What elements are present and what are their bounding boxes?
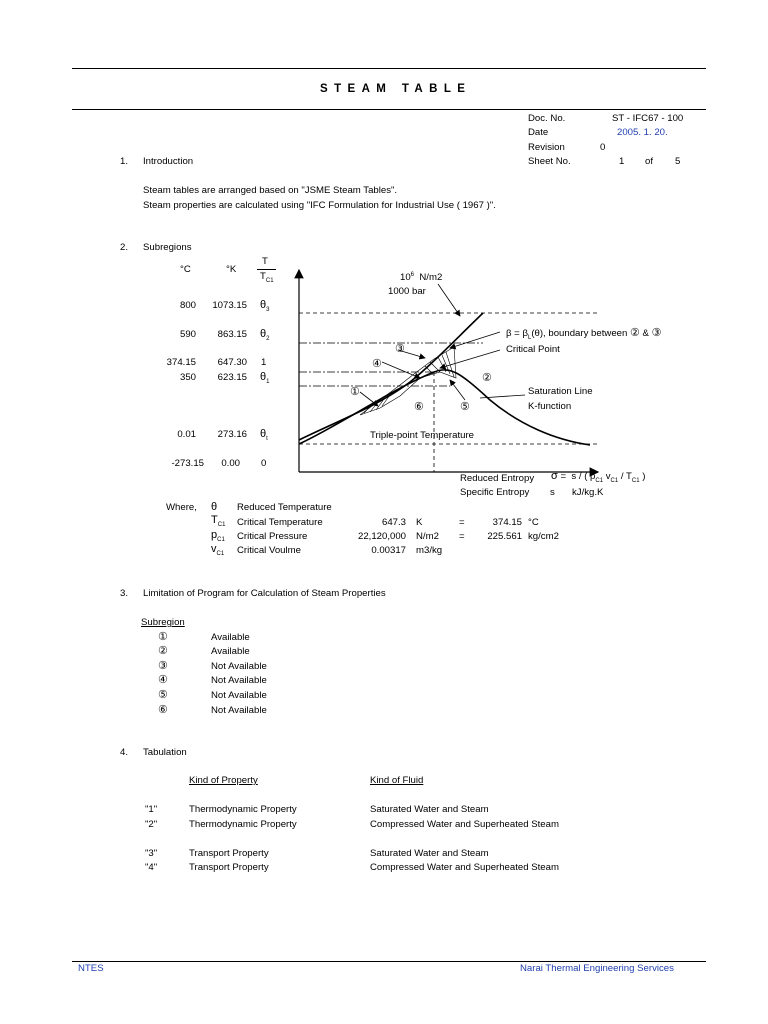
beta-label: $\beta = \beta_L(\theta)$, boundary between ② & ③ — [506, 327, 662, 341]
doc-no-label: Doc. No. — [528, 113, 566, 124]
temp-theta: $\theta_3$ — [260, 299, 270, 314]
temp-k: 273.16 — [217, 429, 247, 440]
temp-theta: $\theta_2$ — [260, 328, 270, 343]
header-kelvin: °K — [226, 264, 237, 275]
section-3-title: Limitation of Program for Calculation of Steam Properties — [143, 588, 386, 599]
column-header-property: Kind of Property — [189, 775, 258, 786]
temp-c: 800 — [179, 300, 196, 311]
def-value: 0.00317 — [371, 545, 406, 556]
table-code: "3" — [145, 848, 158, 859]
reduced-entropy-formula: σ = s / ( $p_{C1}$ $v_{C1} / T_{C1}$ ) — [551, 470, 646, 484]
def-unit: N/m2 — [416, 531, 439, 542]
def-equals: = — [459, 531, 465, 542]
temp-theta: $\theta_t$ — [260, 428, 268, 443]
region-5-marker: ⑤ — [460, 401, 470, 413]
region-2-marker: ② — [482, 372, 492, 384]
temp-c: -273.15 — [171, 458, 204, 469]
table-code: "2" — [145, 819, 158, 830]
section-4-title: Tabulation — [143, 747, 187, 758]
specific-entropy-symbol: s — [550, 487, 555, 498]
column-header-fluid: Kind of Fluid — [370, 775, 424, 786]
region-6-marker: ⑥ — [414, 401, 424, 413]
region-4-marker: ④ — [372, 358, 382, 370]
section-2-number: 2. — [120, 242, 129, 253]
sheet-total: 5 — [675, 156, 681, 167]
temp-c: 374.15 — [166, 357, 196, 368]
intro-line-2: Steam properties are calculated using "IFC Formulation for Industrial Use ( 1967 )". — [143, 200, 496, 211]
def-symbol: $v_{C1}$ — [211, 543, 225, 558]
subregion-symbol: ③ — [158, 660, 168, 672]
temp-k: 623.15 — [217, 372, 247, 383]
temp-theta: $\theta_1$ — [260, 371, 270, 386]
intro-line-1: Steam tables are arranged based on "JSME Steam Tables". — [143, 185, 398, 196]
subregion-status: Available — [211, 646, 250, 657]
region-3-marker: ③ — [395, 343, 405, 355]
revision-value: 0 — [600, 142, 606, 153]
temp-k: 863.15 — [217, 329, 247, 340]
specific-entropy-label: Specific Entropy — [460, 487, 530, 498]
def-value: 22,120,000 — [357, 531, 406, 542]
subregion-status: Not Available — [211, 690, 267, 701]
date-label: Date — [528, 127, 549, 138]
section-1-number: 1. — [120, 156, 129, 167]
def-desc: Critical Voulme — [237, 545, 301, 556]
subregion-symbol: ① — [158, 631, 168, 643]
temp-k: 647.30 — [217, 357, 247, 368]
table-property: Transport Property — [189, 862, 269, 873]
temp-c: 0.01 — [177, 429, 196, 440]
table-fluid: Compressed Water and Superheated Steam — [370, 819, 559, 830]
revision-label: Revision — [528, 142, 565, 153]
def-unit: m3/kg — [416, 545, 443, 556]
bar-label: 1000 bar — [388, 286, 426, 297]
header-tc: $T_{C1}$ — [260, 271, 274, 284]
def-equals: = — [459, 517, 465, 528]
sheet-num: 1 — [619, 156, 625, 167]
footer-left: NTES — [78, 963, 104, 974]
def-unit2: kg/cm2 — [528, 531, 559, 542]
region-1-marker: ① — [350, 386, 360, 398]
page-title: STEAM TABLE — [320, 83, 472, 95]
table-fluid: Compressed Water and Superheated Steam — [370, 862, 559, 873]
subregion-symbol: ④ — [158, 674, 168, 686]
subregion-header: Subregion — [141, 617, 185, 628]
critical-point-label: Critical Point — [506, 344, 560, 355]
subregion-symbol: ⑤ — [158, 689, 168, 701]
subregion-symbol: ② — [158, 645, 168, 657]
header-celsius: °C — [180, 264, 191, 275]
table-code: "4" — [145, 862, 158, 873]
temp-k: 1073.15 — [212, 300, 247, 311]
saturation-label: Saturation Line — [528, 386, 593, 397]
section-1-title: Introduction — [143, 156, 194, 167]
date-value: 2005. 1. 20. — [617, 127, 668, 138]
sheet-label: Sheet No. — [528, 156, 571, 167]
table-fluid: Saturated Water and Steam — [370, 848, 489, 859]
reduced-entropy-label: Reduced Entropy — [460, 473, 535, 484]
table-fluid: Saturated Water and Steam — [370, 804, 489, 815]
where-label: Where, — [166, 502, 197, 513]
table-property: Thermodynamic Property — [189, 819, 297, 830]
temp-c: 590 — [179, 329, 196, 340]
subregion-status: Not Available — [211, 705, 267, 716]
def-unit2: °C — [528, 517, 539, 528]
def-value2: 225.561 — [487, 531, 522, 542]
footer-right: Narai Thermal Engineering Services — [520, 963, 674, 974]
def-unit: K — [416, 517, 423, 528]
def-desc: Critical Pressure — [237, 531, 308, 542]
section-3-number: 3. — [120, 588, 129, 599]
table-property: Transport Property — [189, 848, 269, 859]
subregion-status: Not Available — [211, 661, 267, 672]
header-t: T — [262, 256, 268, 267]
table-code: "1" — [145, 804, 158, 815]
subregion-status: Available — [211, 632, 250, 643]
table-property: Thermodynamic Property — [189, 804, 297, 815]
def-symbol: θ — [211, 501, 218, 513]
subregion-symbol: ⑥ — [158, 704, 168, 716]
def-symbol: $p_{C1}$ — [211, 529, 225, 544]
pressure-label: $10^6$ N/m2 — [400, 272, 443, 284]
kfunction-label: K-function — [528, 401, 572, 412]
specific-entropy-units: kJ/kg.K — [572, 487, 604, 498]
section-2-title: Subregions — [143, 242, 192, 253]
def-symbol: $T_{C1}$ — [211, 514, 226, 529]
def-value2: 374.15 — [492, 517, 522, 528]
triple-point-label: Triple-point Temperature — [370, 430, 474, 441]
temp-theta: 1 — [261, 357, 267, 368]
section-4-number: 4. — [120, 747, 129, 758]
temp-c: 350 — [179, 372, 196, 383]
temp-k: 0.00 — [221, 458, 240, 469]
sheet-of: of — [645, 156, 654, 167]
def-desc: Critical Temperature — [237, 517, 323, 528]
def-desc: Reduced Temperature — [237, 502, 332, 513]
subregion-status: Not Available — [211, 675, 267, 686]
def-value: 647.3 — [381, 517, 406, 528]
temp-theta: 0 — [261, 458, 267, 469]
doc-no-value: ST - IFC67 - 100 — [612, 113, 684, 124]
